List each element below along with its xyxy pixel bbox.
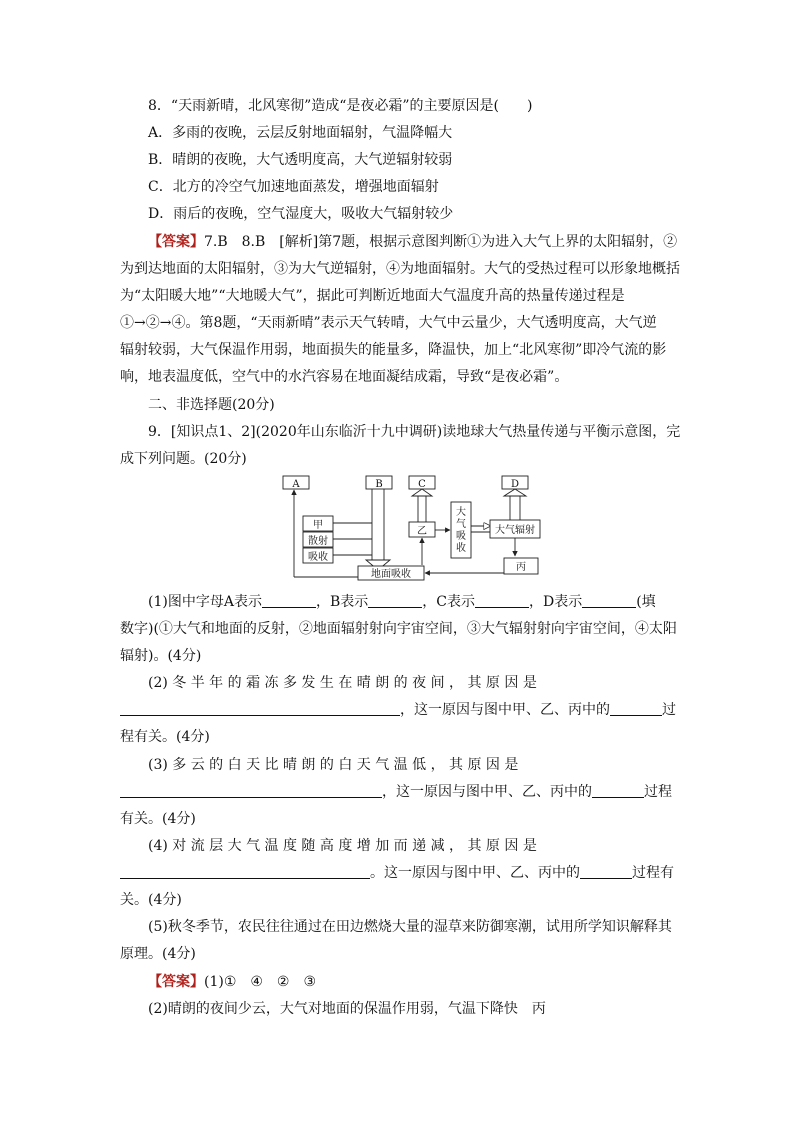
answer-tag: 【答案】 — [148, 234, 204, 250]
answer-text: (1)① ④ ② ③ — [204, 974, 317, 990]
part1-text-b: ，B表示 — [315, 594, 369, 610]
q9-stem: 成下列问题。(20分) — [120, 451, 247, 467]
label-ground-absorb: 地面吸收 — [371, 569, 411, 580]
label-xishou: 吸收 — [308, 552, 328, 563]
label-atm-absorb-2: 气 — [456, 519, 466, 530]
q9-part3-line — [120, 782, 672, 802]
answer-line — [148, 972, 316, 992]
label-b: B — [375, 479, 383, 490]
label-bing: 丙 — [516, 562, 526, 573]
q9-part2-line: 程有关。(4分) — [120, 729, 210, 745]
part2-text-end: 过 — [662, 702, 676, 718]
q9-part3-line: (3) 多 云 的 白 天 比 晴 朗 的 白 天 气 温 低 ， 其 原 因 是 — [148, 757, 519, 773]
answer-blank-reason[interactable] — [120, 701, 400, 716]
answer-explanation-line: 为到达地面的太阳辐射，③为大气逆辐射，④为地面辐射。大气的受热过程可以形象地概括 — [120, 261, 680, 277]
part1-text-d: ，D表示 — [528, 594, 583, 610]
q9-part4-line: 关。(4分) — [120, 892, 182, 908]
label-c: C — [418, 479, 426, 490]
part4-text-end: 过程有 — [632, 865, 674, 881]
q9-part1-line — [148, 592, 656, 612]
answer-tag: 【答案】 — [148, 974, 204, 990]
label-jia: 甲 — [313, 520, 323, 531]
label-atm-absorb-3: 吸 — [456, 531, 466, 542]
answer-blank-c[interactable] — [475, 593, 529, 608]
answer-explanation-line: ①→②→④。第8题，“天雨新晴”表示天气转晴，大气中云量少，大气透明度高，大气逆 — [120, 315, 657, 331]
answer-explanation-line: 响，地表温度低，空气中的水汽容易在地面凝结成霜，导致“是夜必霜”。 — [120, 369, 569, 385]
part1-text-a: (1)图中字母A表示 — [148, 594, 262, 610]
answer-explanation-line: 辐射较弱，大气保温作用弱，地面损失的能量多，降温快，加上“北风寒彻”即冷气流的影 — [120, 342, 667, 358]
label-yi: 乙 — [417, 526, 427, 537]
answer-blank-process[interactable] — [592, 783, 644, 798]
part2-text-mid: ，这一原因与图中甲、乙、丙中的 — [400, 702, 610, 718]
q9-part4-line: (4) 对 流 层 大 气 温 度 随 高 度 增 加 而 递 减 ， 其 原 因 是 — [148, 838, 537, 854]
answer-blank-d[interactable] — [582, 593, 636, 608]
answer-blank-a[interactable] — [262, 593, 316, 608]
part3-text-mid: ，这一原因与图中甲、乙、丙中的 — [382, 784, 592, 800]
label-atm-absorb-1: 大 — [456, 507, 466, 518]
answer-blank-b[interactable] — [368, 593, 422, 608]
answer-line: (2)晴朗的夜间少云，大气对地面的保温作用弱，气温下降快 丙 — [148, 1001, 546, 1017]
answer-blank-process[interactable] — [610, 701, 662, 716]
q8-option-a: A．多雨的夜晚，云层反射地面辐射，气温降幅大 — [148, 125, 453, 141]
section-heading: 二、非选择题(20分) — [148, 397, 275, 413]
part1-text-e: (填 — [636, 594, 656, 610]
answer-blank-reason[interactable] — [120, 864, 370, 879]
answer-explanation-line: 为“太阳暖大地”“大地暖大气”，据此可判断近地面大气温度升高的热量传递过程是 — [120, 288, 625, 304]
q9-part5-line: (5)秋冬季节，农民往往通过在田边燃烧大量的湿草来防御寒潮，试用所学知识解释其 — [148, 919, 672, 935]
q8-option-d: D．雨后的夜晚，空气湿度大，吸收大气辐射较少 — [148, 206, 454, 222]
part1-text-c: ，C表示 — [422, 594, 475, 610]
answer-blank-reason[interactable] — [120, 783, 382, 798]
q8-option-c: C．北方的冷空气加速地面蒸发，增强地面辐射 — [148, 179, 439, 195]
q8-option-b: B．晴朗的夜晚，大气透明度高，大气逆辐射较弱 — [148, 152, 453, 168]
q9-part1-line: 数字)(①大气和地面的反射，②地面辐射射向宇宙空间，③大气辐射射向宇宙空间，④太阳 — [120, 621, 677, 637]
label-d: D — [510, 479, 520, 490]
answer-blank-process[interactable] — [580, 864, 632, 879]
q8-stem: 8．“天雨新晴，北风寒彻”造成“是夜必霜”的主要原因是( ) — [148, 98, 533, 114]
q9-part3-line: 有关。(4分) — [120, 811, 196, 827]
part4-text-mid: 。这一原因与图中甲、乙、丙中的 — [370, 865, 580, 881]
answer-explanation-line — [148, 232, 677, 252]
q9-part4-line — [120, 863, 674, 883]
label-atm-absorb-4: 收 — [456, 543, 466, 554]
label-atm-radiation: 大气辐射 — [495, 525, 535, 536]
heat-transfer-diagram — [282, 474, 546, 586]
label-a: A — [292, 479, 300, 490]
label-sanshe: 散射 — [308, 536, 328, 547]
answer-text: 7.B 8.B [解析]第7题，根据示意图判断①为进入大气上界的太阳辐射，② — [204, 234, 678, 250]
q9-stem: 9．[知识点1、2](2020年山东临沂十九中调研)读地球大气热量传递与平衡示意图，完 — [148, 424, 681, 440]
q9-part2-line — [120, 700, 676, 720]
q9-part2-line: (2) 冬 半 年 的 霜 冻 多 发 生 在 晴 朗 的 夜 间 ， 其 原 因 是 — [148, 675, 537, 691]
q9-part1-line: 辐射)。(4分) — [120, 648, 202, 664]
q9-part5-line: 原理。(4分) — [120, 946, 196, 962]
part3-text-end: 过程 — [644, 784, 672, 800]
